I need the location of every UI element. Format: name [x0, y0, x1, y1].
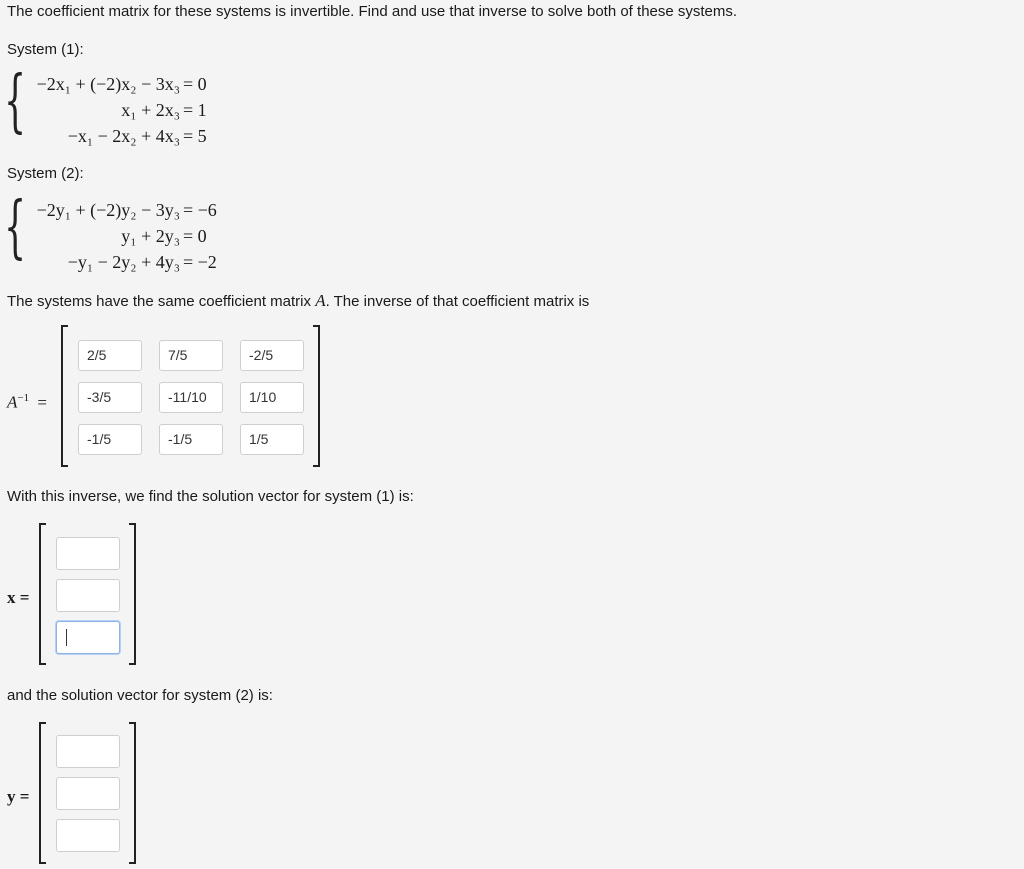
solution1-label: x =	[7, 588, 30, 607]
inverse-left-bracket	[61, 325, 68, 467]
system2-label: System (2):	[7, 165, 84, 182]
equation-rhs: = 1	[183, 100, 207, 120]
solution2-right-bracket	[129, 722, 136, 864]
x2-input[interactable]	[56, 579, 120, 612]
system2-brace: {	[4, 187, 27, 268]
equation-lhs: −y₁ − 2y₂ + 4y₃	[67, 252, 180, 272]
equation-lhs: −x₁ − 2x₂ + 4x₃	[67, 126, 180, 146]
inverse-label	[7, 387, 47, 414]
equation-rhs: = 5	[183, 126, 207, 146]
solution2-sentence: and the solution vector for system (2) is:	[7, 687, 273, 704]
matrix-symbol: A	[315, 291, 326, 310]
inverse-label-symbol: A	[7, 392, 18, 412]
inverse-right-bracket	[313, 325, 320, 467]
system2-equations	[0, 199, 180, 279]
inverse-cell[interactable]: 2/5	[78, 340, 142, 371]
equation-rhs: = −2	[183, 252, 217, 272]
solution1-right-bracket	[129, 523, 136, 665]
equation-lhs: x₁ + 2x₃	[121, 100, 180, 120]
equation-lhs: y₁ + 2y₃	[121, 226, 180, 246]
equation-rhs: = −6	[183, 200, 217, 220]
inverse-sentence	[7, 290, 589, 312]
equation-lhs: −2y₁ + (−2)y₂ − 3y₃	[36, 200, 180, 220]
inverse-cell[interactable]: -2/5	[240, 340, 304, 371]
inverse-cell[interactable]: -3/5	[78, 382, 142, 413]
inverse-sentence-after: . The inverse of that coefficient matrix is	[325, 293, 590, 310]
equation-lhs: −2x₁ + (−2)x₂ − 3x₃	[36, 74, 180, 94]
instructions-text: The coefficient matrix for these systems is invertible. Find and use that inverse to solve both of these systems.	[7, 3, 738, 20]
inverse-cell[interactable]: 1/10	[240, 382, 304, 413]
inverse-label-equals: =	[37, 392, 47, 412]
inverse-cell[interactable]: -1/5	[78, 424, 142, 455]
inverse-sentence-before: The systems have the same coefficient matrix	[7, 293, 316, 310]
solution2-left-bracket	[39, 722, 46, 864]
inverse-cell[interactable]: 1/5	[240, 424, 304, 455]
equation-rhs: = 0	[183, 74, 207, 94]
y3-input[interactable]	[56, 819, 120, 852]
system1-brace: {	[4, 61, 27, 142]
solution2-label: y =	[7, 787, 30, 806]
inverse-cell[interactable]: 7/5	[159, 340, 223, 371]
solution1-left-bracket	[39, 523, 46, 665]
y2-input[interactable]	[56, 777, 120, 810]
inverse-label-exponent: −1	[17, 392, 30, 404]
inverse-cell[interactable]: -1/5	[159, 424, 223, 455]
solution1-sentence: With this inverse, we find the solution vector for system (1) is:	[7, 488, 414, 505]
inverse-cell[interactable]: -11/10	[159, 382, 223, 413]
system1-label: System (1):	[7, 41, 84, 58]
text-caret	[66, 629, 67, 646]
x1-input[interactable]	[56, 537, 120, 570]
y1-input[interactable]	[56, 735, 120, 768]
system1-equations	[0, 73, 180, 153]
equation-rhs: = 0	[183, 226, 207, 246]
